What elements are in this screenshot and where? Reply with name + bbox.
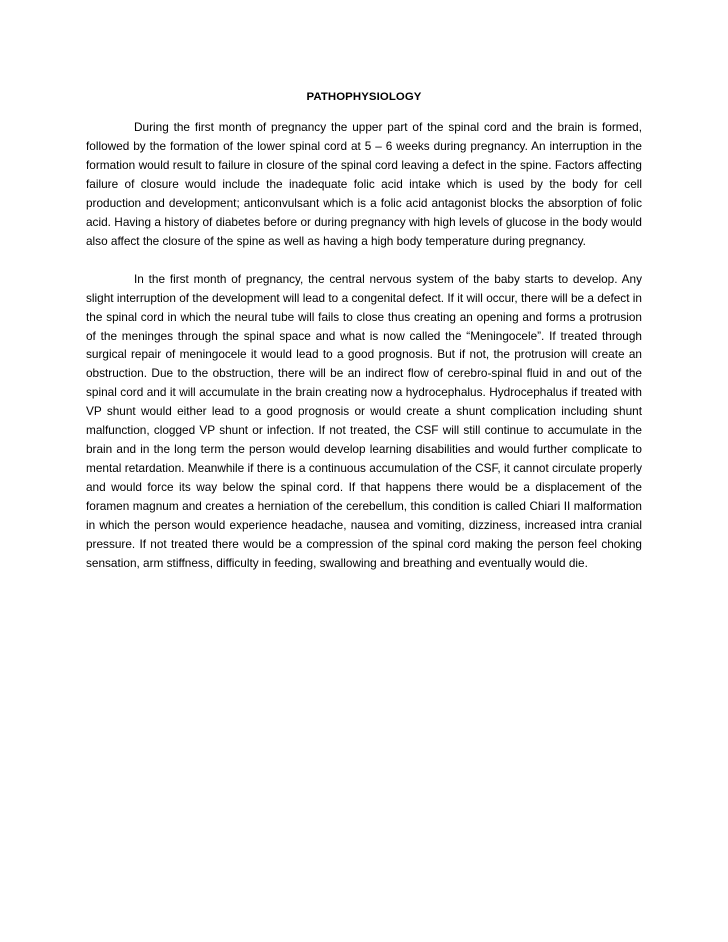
document-title: PATHOPHYSIOLOGY (306, 91, 422, 103)
paragraph-1: During the first month of pregnancy the upper part of the spinal cord and the brain is formed, followed by the formation of the lower spinal cord at 5 – 6 weeks during pregnancy. An interruption in the formation would result to failure in closure of the spinal cord leaving a defect in the spine. Factors affecting failure of closure would include the inadequate folic acid intake which is used by the body for cell production and development; anticonvulsant which is a folic acid antagonist blocks the absorption of folic acid. Having a history of diabetes before or during pregnancy with high levels of glucose in the body would also affect the closure of the spine as well as having a high body temperature during pregnancy. (86, 120, 642, 248)
paragraph-2: In the first month of pregnancy, the central nervous system of the baby starts to develop. Any slight interruption of the development will lead to a congenital defect. If it will occur, there will be a defect in the spinal cord in which the neural tube will fails to close thus creating an opening and forms a protrusion of the meninges through the spinal space and what is now called the “Meningocele”. If treated through surgical repair of meningocele it would lead to a good prognosis. But if not, the protrusion will create an obstruction. Due to the obstruction, there will be an indirect flow of cerebro-spinal fluid in and out of the spinal cord and it will accumulate in the brain creating now a hydrocephalus. Hydrocephalus if treated with VP shunt would either lead to a good prognosis or would create a shunt complication including shunt malfunction, clogged VP shunt or infection. If not treated, the CSF will still continue to accumulate in the brain and in the long term the person would develop learning disabilities and would further complicate to mental retardation. Meanwhile if there is a continuous accumulation of the CSF, it cannot circulate properly and would force its way below the spinal cord. If that happens there would be a displacement of the foramen magnum and creates a herniation of the cerebellum, this condition is called Chiari II malformation in which the person would experience headache, nausea and vomiting, dizziness, increased intra cranial pressure. If not treated there would be a compression of the spinal cord making the person feel choking sensation, arm stiffness, difficulty in feeding, swallowing and breathing and eventually would die. (86, 271, 642, 570)
document-body (86, 88, 642, 592)
